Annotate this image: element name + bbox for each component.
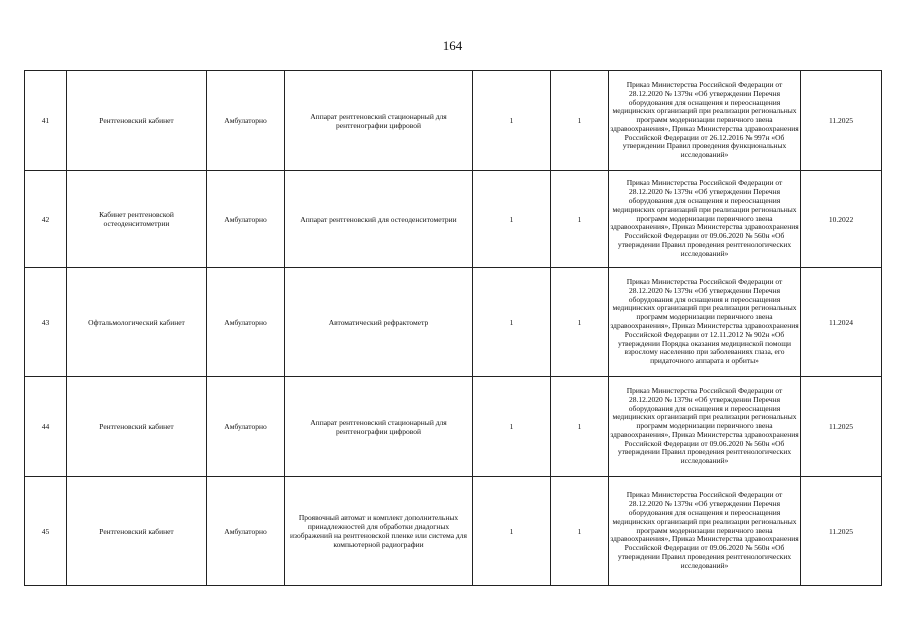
- page-number: 164: [442, 38, 463, 53]
- care-type: Амбулаторно: [207, 71, 285, 171]
- due-date: 11.2025: [801, 71, 882, 171]
- due-date: 10.2022: [801, 171, 882, 268]
- row-number: 45: [25, 477, 67, 586]
- due-date: 11.2025: [801, 377, 882, 477]
- care-type: Амбулаторно: [207, 268, 285, 377]
- legal-basis: Приказ Министерства Российской Федерации от 28.12.2020 № 1379н «Об утверждении Перечня оборудования для оснащения и переоснащения медицинских организаций при реализации региональных программ модернизации первичного звена здравоохранения», Приказ Министерства здравоохранения Российской Федерации от 09.06.2020 № 560н «Об утверждении Правил проведения рентгенологических исследований»: [609, 377, 801, 477]
- quantity-a: 1: [473, 171, 551, 268]
- table-row: [25, 71, 882, 171]
- quantity-b: 1: [551, 377, 609, 477]
- legal-basis: Приказ Министерства Российской Федерации от 28.12.2020 № 1379н «Об утверждении Перечня оборудования для оснащения и переоснащения медицинских организаций при реализации региональных программ модернизации первичного звена здравоохранения», Приказ Министерства здравоохранения Российской Федерации от 09.06.2020 № 560н «Об утверждении Правил проведения рентгенологических исследований»: [609, 477, 801, 586]
- table-row: [25, 377, 882, 477]
- quantity-a: 1: [473, 477, 551, 586]
- room-name: Кабинет рентгеновской остеоденситометрии: [67, 171, 207, 268]
- legal-basis: Приказ Министерства Российской Федерации от 28.12.2020 № 1379н «Об утверждении Перечня оборудования для оснащения и переоснащения медицинских организаций при реализации региональных программ модернизации первичного звена здравоохранения», Приказ Министерства здравоохранения Российской Федерации от 26.12.2016 № 997н «Об утверждении Правил проведения функциональных исследований»: [609, 71, 801, 171]
- room-name: Рентгеновский кабинет: [67, 377, 207, 477]
- equipment-name: Автоматический рефрактометр: [285, 268, 473, 377]
- room-name: Офтальмологический кабинет: [67, 268, 207, 377]
- care-type: Амбулаторно: [207, 171, 285, 268]
- equipment-name: Проявочный автомат и комплект дополнительных принадлежностей для обработки диадогных изображений на рентгеновской пленке или система для компьютерной радиографии: [285, 477, 473, 586]
- room-name: Рентгеновский кабинет: [67, 477, 207, 586]
- row-number: 44: [25, 377, 67, 477]
- row-number: 43: [25, 268, 67, 377]
- row-number: 42: [25, 171, 67, 268]
- equipment-name: Аппарат рентгеновский стационарный для рентгенографии цифровой: [285, 71, 473, 171]
- equipment-name: Аппарат рентгеновский стационарный для рентгенографии цифровой: [285, 377, 473, 477]
- care-type: Амбулаторно: [207, 377, 285, 477]
- care-type: Амбулаторно: [207, 477, 285, 586]
- due-date: 11.2025: [801, 477, 882, 586]
- quantity-b: 1: [551, 268, 609, 377]
- quantity-b: 1: [551, 477, 609, 586]
- quantity-a: 1: [473, 71, 551, 171]
- quantity-b: 1: [551, 71, 609, 171]
- legal-basis: Приказ Министерства Российской Федерации от 28.12.2020 № 1379н «Об утверждении Перечня оборудования для оснащения и переоснащения медицинских организаций при реализации региональных программ модернизации первичного звена здравоохранения», Приказ Министерства здравоохранения Российской Федерации от 09.06.2020 № 560н «Об утверждении Правил проведения рентгенологических исследований»: [609, 171, 801, 268]
- equipment-name: Аппарат рентгеновский для остеоденситометрии: [285, 171, 473, 268]
- quantity-a: 1: [473, 268, 551, 377]
- room-name: Рентгеновский кабинет: [67, 71, 207, 171]
- table-row: [25, 268, 882, 377]
- row-number: 41: [25, 71, 67, 171]
- quantity-b: 1: [551, 171, 609, 268]
- table-row: [25, 171, 882, 268]
- table-row: [25, 477, 882, 586]
- due-date: 11.2024: [801, 268, 882, 377]
- legal-basis: Приказ Министерства Российской Федерации от 28.12.2020 № 1379н «Об утверждении Перечня оборудования для оснащения и переоснащения медицинских организаций при реализации региональных программ модернизации первичного звена здравоохранения», Приказ Министерства здравоохранения Российской Федерации от 12.11.2012 № 902н «Об утверждении Порядка оказания медицинской помощи взрослому населению при заболеваниях глаза, его придаточного аппарата и орбиты»: [609, 268, 801, 377]
- quantity-a: 1: [473, 377, 551, 477]
- equipment-table: [24, 70, 882, 586]
